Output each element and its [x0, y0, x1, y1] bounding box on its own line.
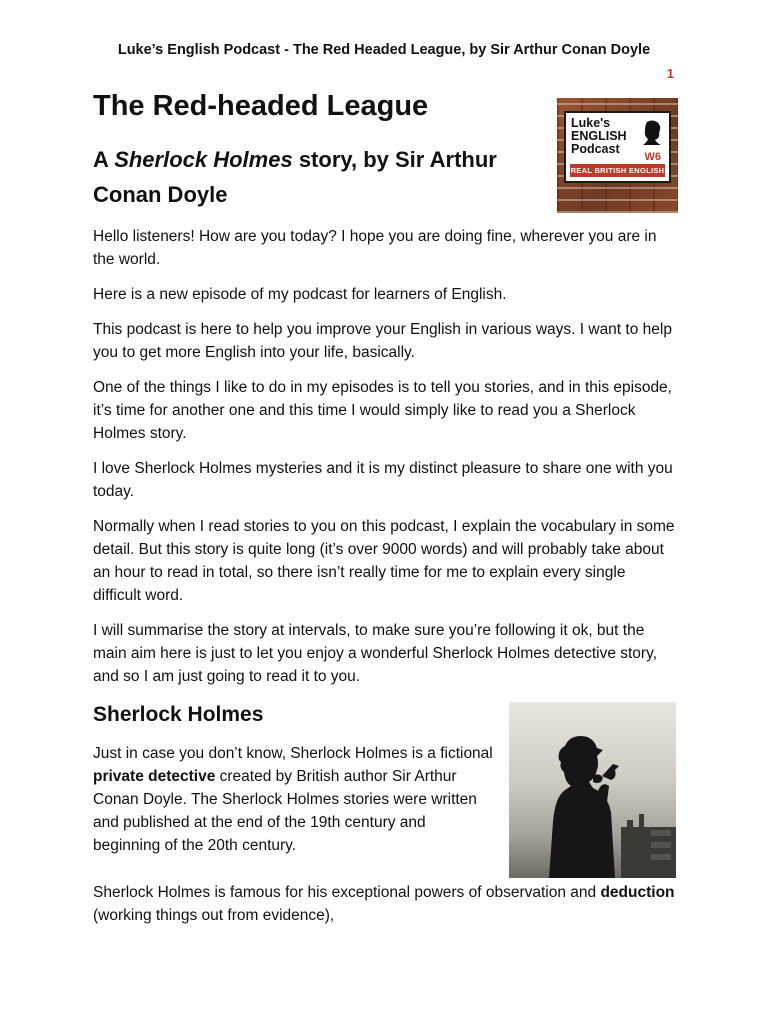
subtitle-prefix: A	[93, 147, 115, 172]
text-span: created by British author Sir Arthur Conan Doyle. The Sherlock Holmes stories were written and published at the end of the 19th century and beginning of the 20th century.	[93, 768, 477, 854]
silhouette-head-icon	[641, 119, 663, 145]
page-subtitle	[93, 142, 513, 212]
logo-tagline: REAL BRITISH ENGLISH	[570, 166, 665, 175]
section-paragraph-1	[93, 742, 493, 857]
paragraph-3: This podcast is here to help you improve your English in various ways. I want to help you to get more English into your life, basically.	[93, 321, 672, 361]
paragraph-7: I will summarise the story at intervals, to make sure you’re following it ok, but the main aim here is just to let you enjoy a wonderful Sherlock Holmes detective story, and so I am just going to read it to you.	[93, 622, 657, 685]
podcast-logo	[557, 98, 678, 213]
text-span: Sherlock Holmes is famous for his exceptional powers of observation and	[93, 884, 601, 901]
paragraph-1: Hello listeners! How are you today? I hope you are doing fine, wherever you are in the world.	[93, 228, 657, 268]
logo-sign	[564, 111, 671, 183]
logo-text: Luke's ENGLISH Podcast	[571, 116, 627, 156]
paragraph-6: Normally when I read stories to you on this podcast, I explain the vocabulary in some detail. But this story is quite long (it’s over 9000 words) and will probably take about an hour to read in total, so there isn’t really time for me to explain every single difficult word.	[93, 518, 675, 604]
running-header: Luke’s English Podcast - The Red Headed League, by Sir Arthur Conan Doyle	[117, 42, 651, 58]
subtitle-suffix: story, by Sir Arthur Conan Doyle	[93, 147, 497, 207]
paragraph-5: I love Sherlock Holmes mysteries and it is my distinct pleasure to share one with you today.	[93, 460, 673, 500]
sherlock-silhouette-image	[509, 702, 676, 878]
subtitle-italic: Sherlock Holmes	[114, 147, 293, 172]
text-span: Just in case you don’t know, Sherlock Holmes is a fictional	[93, 745, 493, 762]
page-number: 1	[666, 66, 674, 81]
logo-badge: W6	[644, 151, 661, 163]
text-span: (working things out from evidence),	[93, 907, 335, 924]
section-paragraph-2	[93, 881, 675, 927]
section-heading: Sherlock Holmes	[93, 703, 264, 726]
sherlock-photo	[509, 702, 676, 878]
paragraph-4: One of the things I like to do in my episodes is to tell you stories, and in this episode, it’s time for another one and this time I would simply like to read you a Sherlock Holmes story.	[93, 379, 672, 442]
bold-term-private-detective: private detective	[93, 768, 216, 785]
bold-term-deduction: deduction	[600, 884, 675, 901]
paragraph-2: Here is a new episode of my podcast for learners of English.	[93, 286, 507, 303]
page-title: The Red-headed League	[93, 90, 429, 122]
